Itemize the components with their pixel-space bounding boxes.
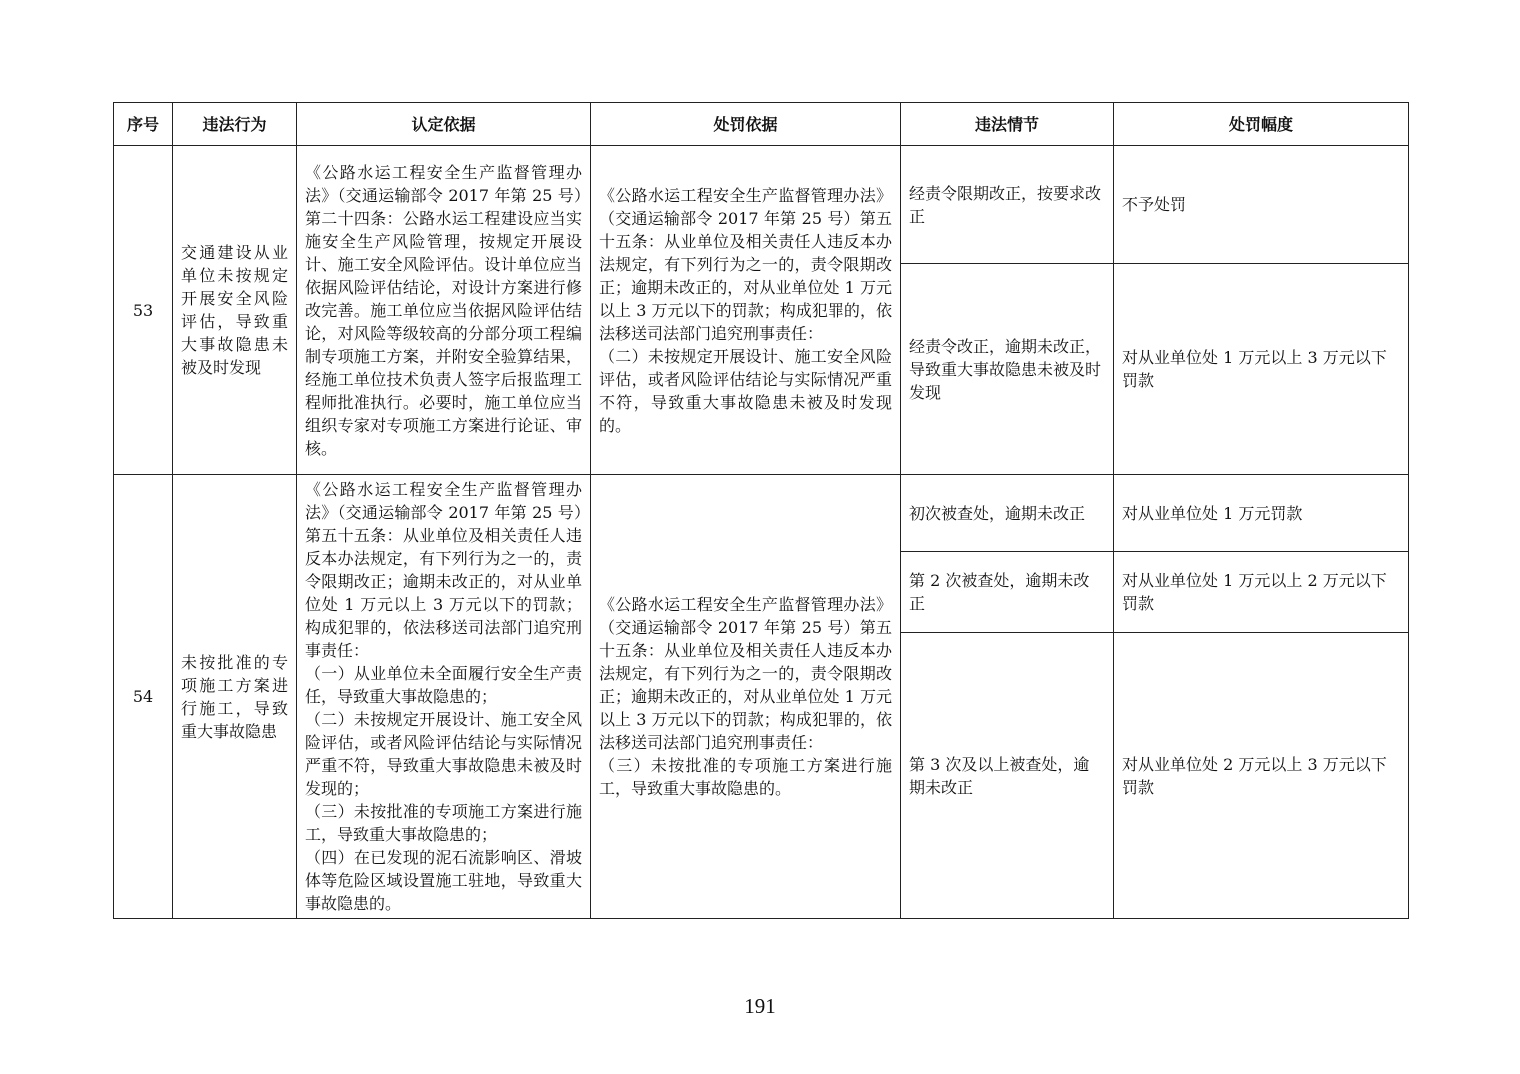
row-punish: 《公路水运工程安全生产监督管理办法》（交通运输部令 2017 年第 25 号）第五十五条：从业单位及相关责任人违反本办法规定，有下列行为之一的，责令限期改正；逾期未改正的，对从业单位处 1 万元以上 3 万元以下的罚款；构成犯罪的，依法移送司法部门追究刑事责任： （三）未按批准的专项施工方案进行施工，导致重大事故隐患的。 <box>591 475 901 919</box>
row-circumstance: 初次被查处，逾期未改正 <box>901 475 1114 552</box>
page-number: 191 <box>744 994 776 1018</box>
row-act: 未按批准的专项施工方案进行施工，导致重大事故隐患 <box>173 475 297 919</box>
row-range: 对从业单位处 1 万元以上 3 万元以下罚款 <box>1114 264 1409 475</box>
row-circumstance: 第 2 次被查处，逾期未改正 <box>901 552 1114 633</box>
row-range: 对从业单位处 1 万元罚款 <box>1114 475 1409 552</box>
row-range: 对从业单位处 1 万元以上 2 万元以下罚款 <box>1114 552 1409 633</box>
row-circumstance: 经责令改正，逾期未改正，导致重大事故隐患未被及时发现 <box>901 264 1114 475</box>
table-header-row <box>114 103 1409 146</box>
row-circumstance: 经责令限期改正，按要求改正 <box>901 146 1114 264</box>
row-range: 不予处罚 <box>1114 146 1409 264</box>
penalty-table <box>113 102 1409 919</box>
row-basis: 《公路水运工程安全生产监督管理办法》（交通运输部令 2017 年第 25 号）第二十四条：公路水运工程建设应当实施安全生产风险管理，按规定开展设计、施工安全风险评估。设计单位应当依据风险评估结论，对设计方案进行修改完善。施工单位应当依据风险评估结论，对风险等级较高的分部分项工程编制专项施工方案，并附安全验算结果，经施工单位技术负责人签字后报监理工程师批准执行。必要时，施工单位应当组织专家对专项施工方案进行论证、审核。 <box>297 146 591 475</box>
row-circumstance: 第 3 次及以上被查处，逾期未改正 <box>901 633 1114 919</box>
row-seq: 54 <box>114 475 173 919</box>
row-act: 交通建设从业单位未按规定开展安全风险评估，导致重大事故隐患未被及时发现 <box>173 146 297 475</box>
row-basis: 《公路水运工程安全生产监督管理办法》（交通运输部令 2017 年第 25 号）第五十五条：从业单位及相关责任人违反本办法规定，有下列行为之一的，责令限期改正；逾期未改正的，对从业单位处 1 万元以上 3 万元以下的罚款；构成犯罪的，依法移送司法部门追究刑事责任： （一）从业单位未全面履行安全生产责任，导致重大事故隐患的； （二）未按规定开展设计、施工安全风险评估，或者风险评估结论与实际情况严重不符，导致重大事故隐患未被及时发现的； （三）未按批准的专项施工方案进行施工，导致重大事故隐患的； （四）在已发现的泥石流影响区、滑坡体等危险区域设置施工驻地，导致重大事故隐患的。 <box>297 475 591 919</box>
table-row <box>114 146 1409 264</box>
header-range: 处罚幅度 <box>1114 103 1409 146</box>
header-punish: 处罚依据 <box>591 103 901 146</box>
row-range: 对从业单位处 2 万元以上 3 万元以下罚款 <box>1114 633 1409 919</box>
header-act: 违法行为 <box>173 103 297 146</box>
header-circumstance: 违法情节 <box>901 103 1114 146</box>
table-row <box>114 475 1409 552</box>
header-basis: 认定依据 <box>297 103 591 146</box>
header-seq: 序号 <box>114 103 173 146</box>
row-punish: 《公路水运工程安全生产监督管理办法》（交通运输部令 2017 年第 25 号）第五十五条：从业单位及相关责任人违反本办法规定，有下列行为之一的，责令限期改正；逾期未改正的，对从业单位处 1 万元以上 3 万元以下的罚款；构成犯罪的，依法移送司法部门追究刑事责任： （二）未按规定开展设计、施工安全风险评估，或者风险评估结论与实际情况严重不符，导致重大事故隐患未被及时发现的。 <box>591 146 901 475</box>
row-seq: 53 <box>114 146 173 475</box>
